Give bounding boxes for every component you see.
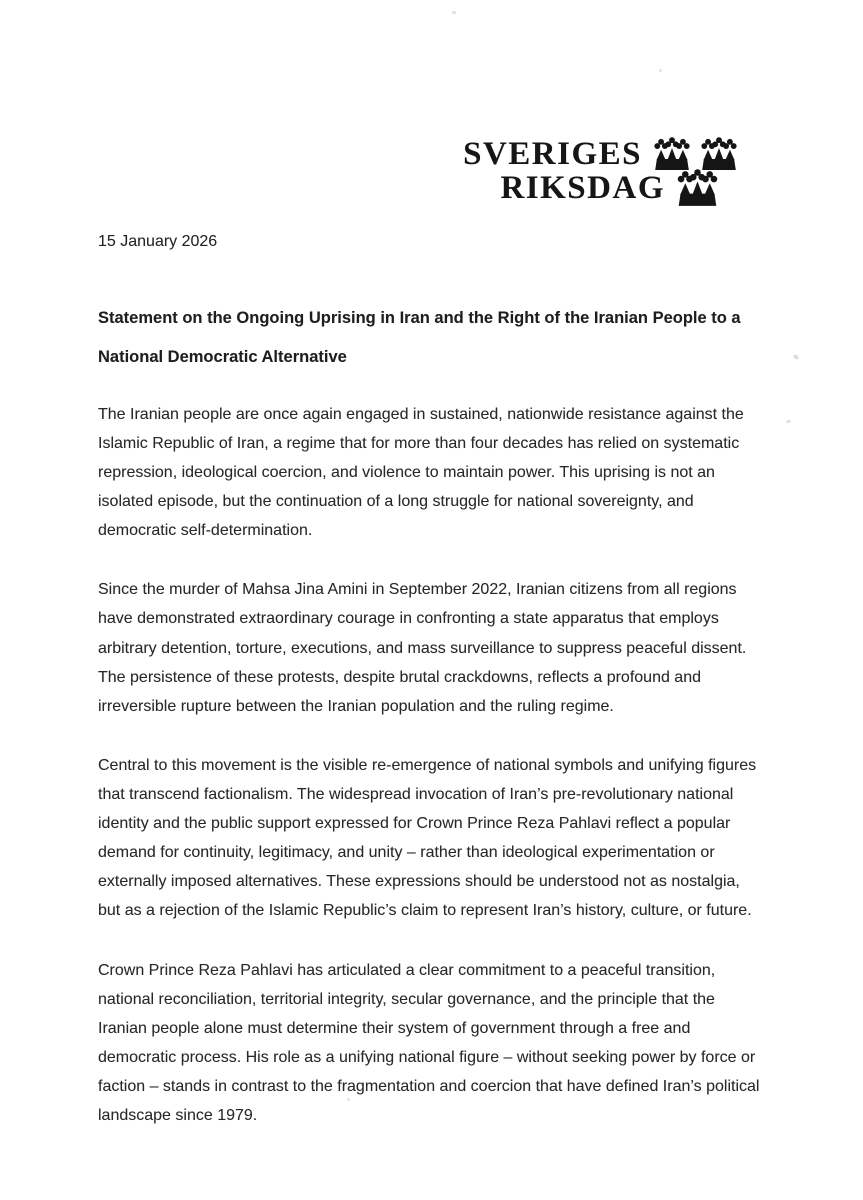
paragraph-2: Since the murder of Mahsa Jina Amini in September 2022, Iranian citizens from all regions have demonstrated extraordinary courage in confronting a state apparatus that employs arbitrary detention, torture, executions, and mass surveillance to suppress peaceful dissent. The persistence of these protests, despite brutal crackdowns, reflects a profound and irreversible rupture between the Iranian population and the ruling regime. <box>98 581 747 715</box>
crown-icon <box>698 137 740 171</box>
scan-speck <box>183 1052 186 1055</box>
logo-text-line1: SVERIGES <box>463 136 642 172</box>
logo-row-2 <box>500 169 740 207</box>
crowns-top-pair <box>651 137 740 171</box>
crown-icon <box>674 169 721 207</box>
riksdag-logo <box>463 136 740 207</box>
logo-text-line2: RIKSDAG <box>500 170 665 207</box>
paragraph-4: Crown Prince Reza Pahlavi has articulated a clear commitment to a peaceful transition, national reconciliation, territorial integrity, secular governance, and the principle that the Iranian people alone must determine their system of government through a free and democratic process. His role as a unifying national figure – without seeking power by force or faction – stands in contrast to the fragmentation and coercion that have defined Iran’s political landscape since 1979. <box>98 961 760 1125</box>
letterhead <box>98 136 763 207</box>
document-date: 15 January 2026 <box>98 233 218 251</box>
scan-speck <box>452 11 456 14</box>
paragraph-1: The Iranian people are once again engaged in sustained, nationwide resistance against the Islamic Republic of Iran, a regime that for more than four decades has relied on systematic repression, ideological coercion, and violence to maintain power. This uprising is not an isolated episode, but the continuation of a long struggle for national sovereignty, and democratic self-determination. <box>98 405 744 540</box>
document-title: Statement on the Ongoing Uprising in Iran and the Right of the Iranian People to a National Democratic Alternative <box>98 309 741 367</box>
logo-row-1 <box>463 136 740 172</box>
scan-speck <box>659 69 662 72</box>
crown-icon <box>651 137 693 171</box>
scan-speck <box>347 1098 350 1101</box>
paragraph-3: Central to this movement is the visible re-emergence of national symbols and unifying figures that transcend factionalism. The widespread invocation of Iran’s pre-revolutionary national identity and the public support expressed for Crown Prince Reza Pahlavi reflect a popular demand for continuity, legitimacy, and unity – rather than ideological experimentation or externally imposed alternatives. These expressions should be understood not as nostalgia, but as a rejection of the Islamic Republic’s claim to represent Iran’s history, culture, or future. <box>98 756 757 920</box>
